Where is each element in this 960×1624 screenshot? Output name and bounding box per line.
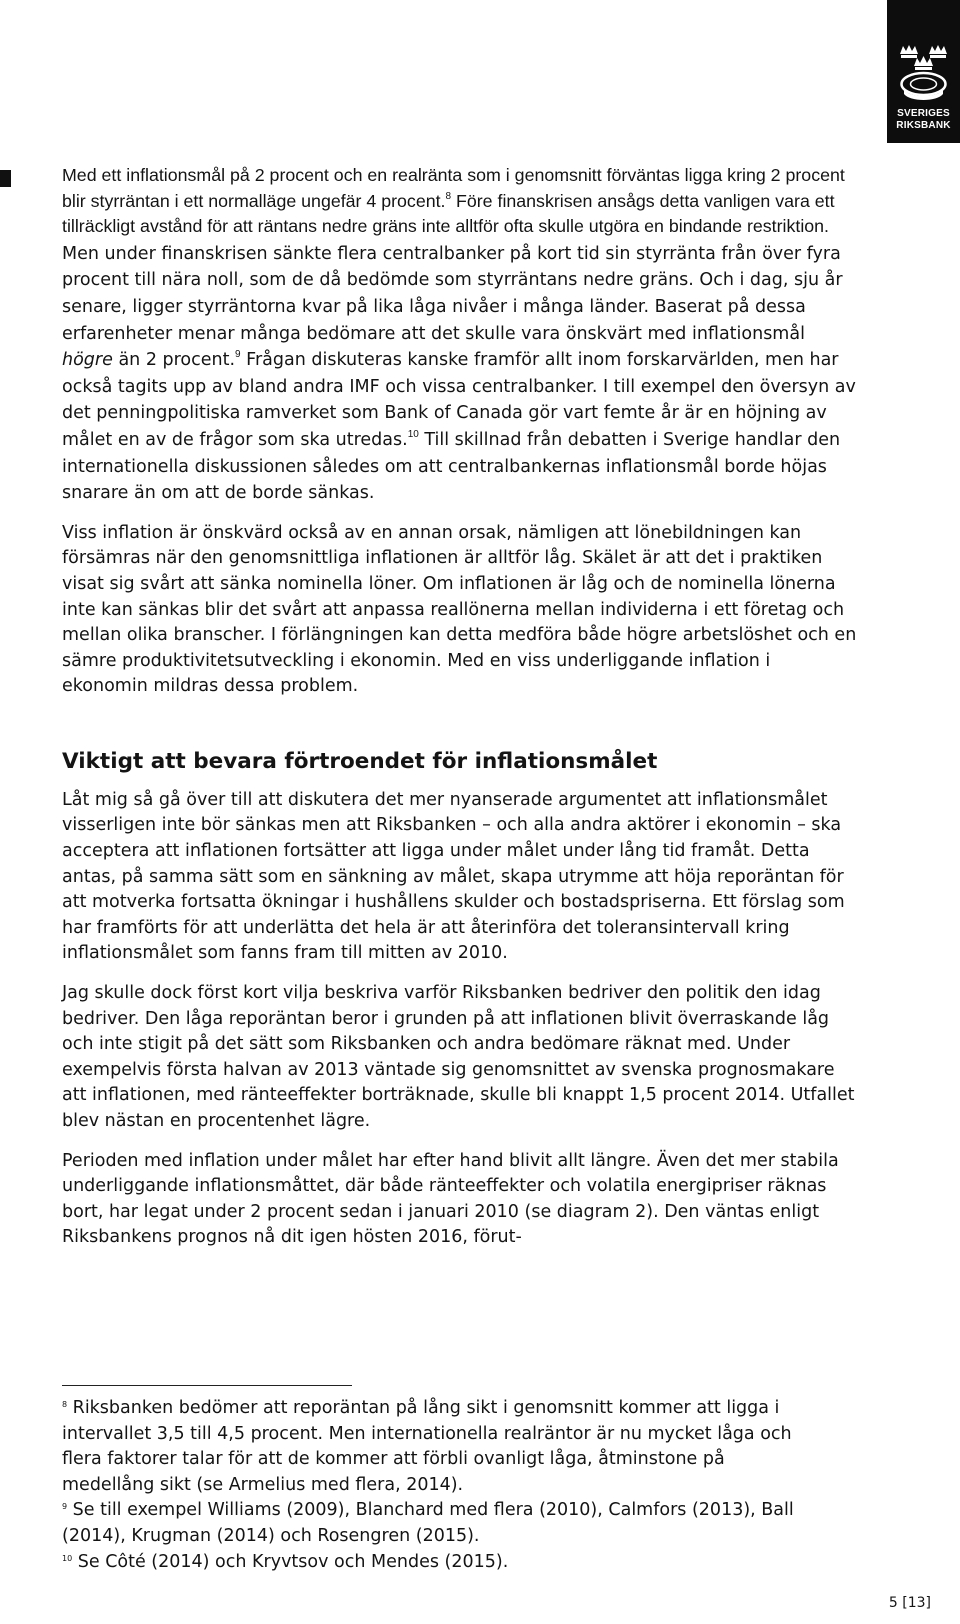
- footnote-text: Se till exempel Williams (2009), Blanchard med flera (2010), Calmfors (2013), Ball (2014), Krugman (2014) och Rosengren (2015).: [62, 1500, 794, 1546]
- footnote-10: [62, 1550, 822, 1576]
- footnotes: [62, 1396, 822, 1575]
- footnote-ref-10[interactable]: 10: [407, 428, 419, 440]
- section-heading: Viktigt att bevara förtroendet för inflationsmålet: [62, 748, 658, 774]
- paragraph-1-part-4: än 2 procent.: [112, 350, 236, 371]
- riksbank-logo: [887, 0, 960, 143]
- footnote-ref-9[interactable]: 9: [235, 349, 241, 361]
- footnote-text: Riksbanken bedömer att reporäntan på lång sikt i genomsnitt kommer att ligga i intervallet 3,5 till 4,5 procent. Men internationella realräntor är nu mycket låga och flera faktorer talar för att de kommer att förbli ovanligt låga, åtminstone på medellång sikt (se Armelius med flera, 2014).: [62, 1398, 792, 1495]
- paragraph-1-part-3: Men under finanskrisen sänkte flera centralbanker på kort tid sin styrränta från över fyra procent till nära noll, som de då bedömde som styrräntans nedre gräns. Och i dag, sju år senare, ligger styrräntorna kvar på lika låga nivåer i många länder. Baserat på dessa erfarenheter menar många bedömare att det skulle vara önskvärt med inflationsmål: [62, 243, 843, 344]
- logo-line-1: SVERIGES: [897, 108, 950, 119]
- footnote-8: [62, 1396, 822, 1498]
- footnote-divider: [62, 1385, 352, 1386]
- footnote-ref-8[interactable]: 8: [445, 190, 452, 202]
- paragraph-1: [62, 163, 857, 507]
- footnote-9: [62, 1498, 822, 1549]
- main-content: [62, 163, 857, 1265]
- paragraph-1-part-1: Med ett inflationsmål på 2 procent och en realränta som i genomsnitt förväntas ligga kring 2 procent blir styrräntan i ett normalläge ungefär 4 procent.: [62, 165, 845, 211]
- page-number: 5 [13]: [888, 1595, 931, 1611]
- paragraph-1-part-5: Frågan diskuteras kanske framför allt inom forskarvärlden, men har också tagits upp av bland andra IMF och vissa centralbanker. I till exempel den översyn av det penningpolitiska ramverket som Bank of Canada gör vart femte år är en höjning av målet en av de frågor som ska utredas.: [62, 350, 856, 450]
- footnote-text: Se Côté (2014) och Kryvtsov och Mendes (2015).: [72, 1551, 509, 1572]
- footnote-number: 9: [62, 1502, 68, 1512]
- footnote-number: 8: [62, 1400, 68, 1409]
- paragraph-2: Viss inflation är önskvärd också av en annan orsak, nämligen att lönebildningen kan försämras när den genomsnittliga inflationen är alltför låg. Skälet är att det i praktiken visat sig svårt att sänka nominella löner. Om inflationen är låg och de nominella lönerna inte kan sänkas blir det svårt att anpassa reallönerna mellan individerna i ett företag och mellan olika branscher. I förlängningen kan detta medföra både högre arbetslöshet och en sämre produktivitetsutveckling i ekonomin. Med en viss underliggande inflation i ekonomin mildras dessa problem.: [62, 522, 857, 697]
- paragraph-3: Låt mig så gå över till att diskutera det mer nyanserade argumentet att inflationsmålet visserligen inte bör sänkas men att Riksbanken – och alla andra aktörer i ekonomin – ska acceptera att inflationen fortsätter att ligga under målet under lång tid framåt. Detta antas, på samma sätt som en sänkning av målet, skapa utrymme att höja reporäntan för att motverka fortsatta ökningar i hushållens skulder och bostadspriserna. Ett förslag som har framförts för att underlätta det hela är att återinföra det toleransintervall kring inflationsmålet som fanns fram till mitten av 2010.: [62, 789, 845, 964]
- logo-line-2: RIKSBANK: [896, 120, 951, 131]
- paragraph-1-part-2: Före finanskrisen ansågs detta vanligen vara ett tillräckligt avstånd för att räntans nedre gräns inte alltför ofta skulle utgöra en bindande restriktion.: [62, 190, 835, 237]
- section-marker: [0, 170, 11, 187]
- paragraph-1-part-6: Till skillnad från debatten i Sverige handlar den internationella diskussionen således om att centralbankernas inflationsmål borde höjas snarare än om att de borde sänkas.: [62, 429, 841, 504]
- paragraph-5: Perioden med inflation under målet har efter hand blivit allt längre. Även det mer stabila underliggande inflationsmåttet, där både ränteeffekter och volatila energipriser räknas bort, har legat under 2 procent sedan i januari 2010 (se diagram 2). Den väntas enligt Riksbankens prognos nå dit igen hösten 2016, förut-: [62, 1150, 839, 1248]
- paragraph-4: Jag skulle dock först kort vilja beskriva varför Riksbanken bedriver den politik den idag bedriver. Den låga reporäntan beror i grunden på att inflationen blivit överraskande låg och inte stigit på det sätt som Riksbanken och andra bedömare räknat med. Under exempelvis första halvan av 2013 väntade sig genomsnittet av svenska prognosmakare att inflationen, med ränteeffekter borträknade, skulle bli knappt 1,5 procent 2014. Utfallet blev nästan en procentenhet lägre.: [62, 983, 855, 1131]
- footnote-number: 10: [62, 1553, 73, 1563]
- crown-emblem-icon: [896, 42, 951, 102]
- emphasis-higher: högre: [62, 350, 113, 371]
